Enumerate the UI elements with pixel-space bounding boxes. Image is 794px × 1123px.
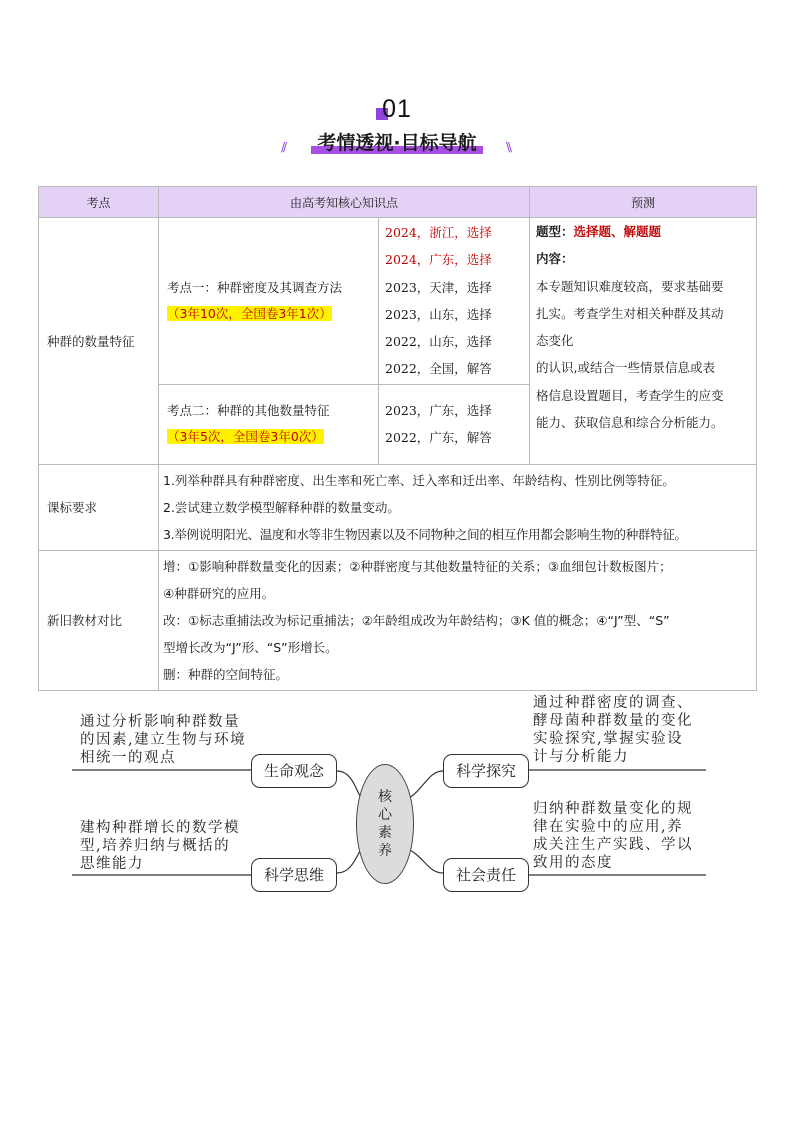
science-explore-box: 科学探究 xyxy=(443,754,529,788)
compare-item: 改：①标志重捕法改为标记重捕法；②年龄组成改为年龄结构；③K 值的概念；④“J”型、“S” xyxy=(163,612,670,628)
exam-year-item: 2023，广东，选择 xyxy=(385,402,492,418)
exam-year-item: 2022，广东，解答 xyxy=(385,430,492,446)
title-decor-right: \\ xyxy=(506,140,511,154)
core-literacy-ellipse xyxy=(356,764,414,884)
section-title xyxy=(311,128,482,155)
exam-years-cell xyxy=(379,218,530,385)
compare-item: 增：①影响种群数量变化的因素；②种群密度与其他数量特征的关系；③血细包计数板图片； xyxy=(163,558,672,574)
exam-analysis-table xyxy=(38,186,757,691)
prediction-line: 本专题知识难度较高，要求基础要 xyxy=(536,278,724,294)
life-concept-text: 通过分析影响种群数量 的因素,建立生物与环境 相统一的观点 xyxy=(80,714,247,766)
curve-thinking xyxy=(337,848,362,873)
table-row xyxy=(39,464,757,550)
table-header-row xyxy=(39,187,757,218)
prediction-cell xyxy=(530,218,757,465)
prediction-line: 格信息设置题目，考查学生的应变 xyxy=(536,387,724,403)
compare-item: 型增长改为“J”形、“S”形增长。 xyxy=(163,639,338,655)
social-responsibility-box: 社会责任 xyxy=(443,858,529,892)
section-number-text: 01 xyxy=(382,95,412,123)
exam-year-item: 2023，山东，选择 xyxy=(385,306,492,322)
standards-cell xyxy=(159,464,757,550)
prediction-line: 的认识,或结合一些情景信息或表 xyxy=(536,360,715,376)
science-thinking-box: 科学思维 xyxy=(251,858,337,892)
core-literacy-label: 核心素养 xyxy=(378,789,392,859)
compare-item: 删：种群的空间特征。 xyxy=(163,666,289,682)
exam-year-item: 2022，全国，解答 xyxy=(385,361,492,377)
science-explore-text: 通过种群密度的调查、 酵母菌种群数量的变化 实验探究,掌握实验设 计与分析能力 xyxy=(533,695,693,765)
prediction-type-value: 选择题、解题题 xyxy=(573,224,662,239)
prediction-type-label: 题型： xyxy=(536,224,574,239)
prediction-line: 能力、获取信息和综合分析能力。 xyxy=(536,415,724,431)
section-title-text: 考情透视·目标导航 xyxy=(317,132,477,154)
topic-title: 考点一：种群密度及其调查方法 xyxy=(167,279,343,295)
topic-title: 考点二：种群的其他数量特征 xyxy=(167,403,330,419)
header-cell-topic: 考点 xyxy=(39,187,159,218)
standard-item: 2.尝试建立数学模型解释种群的数量变动。 xyxy=(163,499,400,515)
science-thinking-text: 建构种群增长的数学模 型,培养归纳与概括的 思维能力 xyxy=(80,820,240,872)
exam-year-item: 2024，浙江，选择 xyxy=(385,225,492,240)
category-cell: 课标要求 xyxy=(39,464,159,550)
prediction-line: 扎实。考查学生对相关种群及其动 xyxy=(536,305,724,321)
header-cell-knowledge: 由高考知核心知识点 xyxy=(159,187,530,218)
standard-item: 1.列举种群具有种群密度、出生率和死亡率、迁入率和迁出率、年龄结构、性别比例等特征。 xyxy=(163,472,675,488)
category-cell: 种群的数量特征 xyxy=(39,218,159,465)
table-row xyxy=(39,550,757,690)
table-row xyxy=(39,218,757,385)
prediction-line: 态变化 xyxy=(536,333,574,349)
topic-cell xyxy=(159,218,379,385)
exam-year-item: 2022，山东，选择 xyxy=(385,334,492,350)
prediction-content-label: 内容： xyxy=(536,251,574,267)
topic-cell xyxy=(159,384,379,464)
section-number xyxy=(382,95,412,124)
category-cell: 新旧教材对比 xyxy=(39,550,159,690)
topic-stat-highlight: （3年5次，全国卷3年0次） xyxy=(167,429,324,445)
curve-explore xyxy=(406,771,443,800)
social-responsibility-text: 归纳种群数量变化的规 律在实验中的应用,养 成关注生产实践、学以 致用的态度 xyxy=(533,801,693,871)
topic-stat-highlight: （3年10次，全国卷3年1次） xyxy=(167,305,332,321)
header-cell-prediction: 预测 xyxy=(530,187,757,218)
title-decor-left: // xyxy=(281,140,286,154)
textbook-compare-cell xyxy=(159,550,757,690)
standard-item: 3.举例说明阳光、温度和水等非生物因素以及不同物种之间的相互作用都会影响生物的种群特征。 xyxy=(163,526,687,542)
exam-year-item: 2023，天津，选择 xyxy=(385,279,492,295)
life-concept-box: 生命观念 xyxy=(251,754,337,788)
compare-item: ④种群研究的应用。 xyxy=(163,585,275,601)
exam-years-cell xyxy=(379,384,530,464)
curve-social xyxy=(406,848,443,873)
exam-year-item: 2024，广东，选择 xyxy=(385,252,492,268)
